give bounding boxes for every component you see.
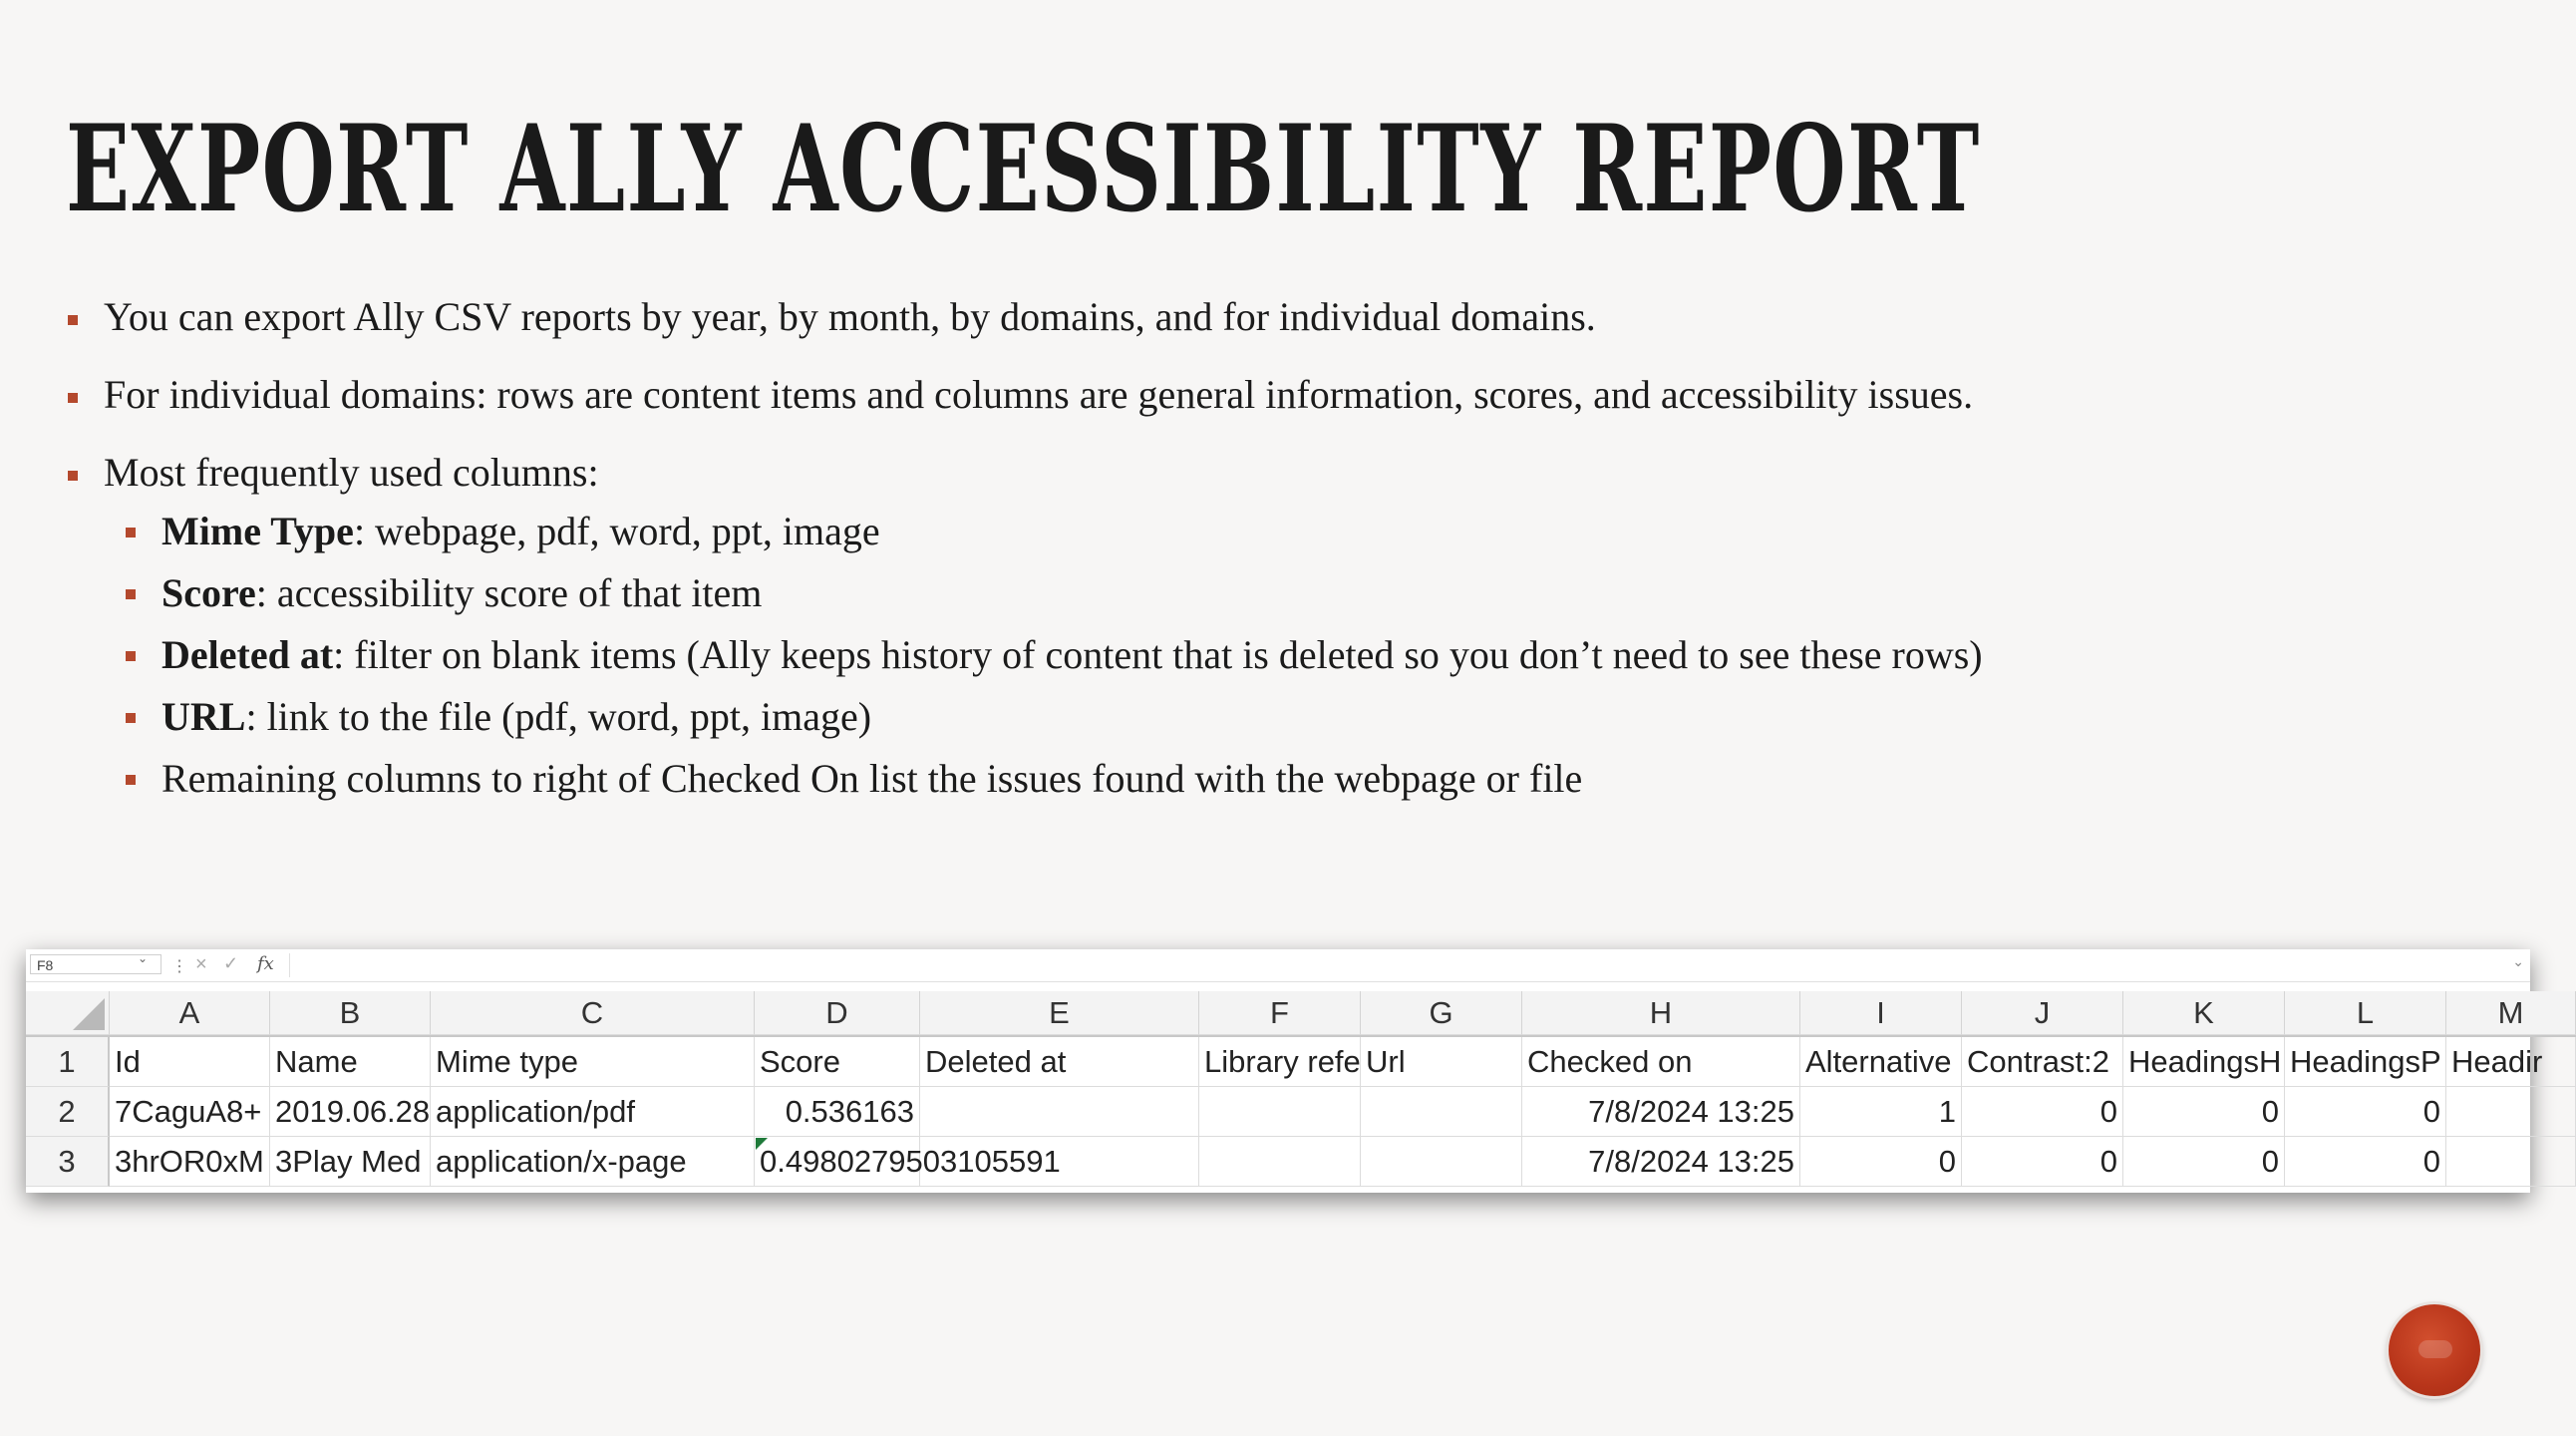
table-row: [26, 1037, 2576, 1087]
table-cell[interactable]: [755, 1137, 1061, 1187]
table-cell[interactable]: [1361, 1087, 1522, 1137]
slide-title: EXPORT ALLY ACCESSIBILITY REPORT: [66, 99, 1981, 239]
table-cell[interactable]: Checked on: [1522, 1037, 1800, 1087]
table-cell[interactable]: Deleted at: [920, 1037, 1199, 1087]
cancel-icon[interactable]: ×: [195, 953, 207, 975]
column-header[interactable]: A: [110, 991, 270, 1035]
formula-bar: [26, 949, 2530, 982]
sub-bullet-url: URL: link to the file (pdf, word, ppt, image): [124, 686, 2458, 748]
table-cell[interactable]: 7/8/2024 13:25: [1522, 1137, 1800, 1187]
column-header[interactable]: L: [2285, 991, 2446, 1035]
table-cell[interactable]: Mime type: [431, 1037, 755, 1087]
table-cell[interactable]: Headir: [2446, 1037, 2576, 1087]
table-cell[interactable]: 0: [2285, 1087, 2446, 1137]
table-cell[interactable]: HeadingsH: [2123, 1037, 2285, 1087]
sub-bullet-deleted-at: Deleted at: filter on blank items (Ally keeps history of content that is deleted so you don’t need to see these rows): [124, 624, 2458, 686]
row-header[interactable]: 1: [26, 1037, 110, 1087]
column-header[interactable]: B: [270, 991, 431, 1035]
table-cell[interactable]: Url: [1361, 1037, 1522, 1087]
table-cell[interactable]: 0: [1962, 1137, 2123, 1187]
column-header[interactable]: K: [2123, 991, 2285, 1035]
table-cell[interactable]: 3Play Med: [270, 1137, 431, 1187]
table-cell[interactable]: 7/8/2024 13:25: [1522, 1087, 1800, 1137]
table-cell[interactable]: 0: [1962, 1087, 2123, 1137]
cell-text: 0.4980279503105591: [760, 1143, 1061, 1179]
column-header[interactable]: H: [1522, 991, 1800, 1035]
more-options-icon: ⋮: [171, 958, 187, 975]
table-cell[interactable]: HeadingsP: [2285, 1037, 2446, 1087]
table-cell[interactable]: Library refe: [1199, 1037, 1361, 1087]
table-cell[interactable]: application/pdf: [431, 1087, 755, 1137]
table-cell[interactable]: 0: [2123, 1137, 2285, 1187]
column-header[interactable]: I: [1800, 991, 1962, 1035]
column-header[interactable]: G: [1361, 991, 1522, 1035]
table-cell[interactable]: Id: [110, 1037, 270, 1087]
table-cell[interactable]: Contrast:2: [1962, 1037, 2123, 1087]
table-cell[interactable]: [2446, 1137, 2576, 1187]
sub-bullet-score: Score: accessibility score of that item: [124, 562, 2458, 624]
table-cell[interactable]: [1199, 1137, 1361, 1187]
table-cell[interactable]: 7CaguA8+: [110, 1087, 270, 1137]
bullet-list: [66, 289, 2458, 810]
column-header[interactable]: M: [2446, 991, 2576, 1035]
table-cell[interactable]: 1: [1800, 1087, 1962, 1137]
name-box[interactable]: F8: [30, 954, 161, 974]
table-row: [26, 1087, 2576, 1137]
table-cell[interactable]: [920, 1087, 1199, 1137]
cell-grid: [26, 991, 2576, 1187]
bullet-export-options: You can export Ally CSV reports by year, by month, by domains, and for individual domains.: [66, 289, 2458, 345]
sub-bullet-list: [66, 501, 2458, 810]
column-header[interactable]: J: [1962, 991, 2123, 1035]
insert-function-icon[interactable]: fx: [257, 953, 274, 974]
table-cell[interactable]: [2446, 1087, 2576, 1137]
spreadsheet-screenshot: [26, 949, 2543, 1193]
column-header[interactable]: C: [431, 991, 755, 1035]
check-icon[interactable]: ✓: [223, 953, 239, 973]
formula-input[interactable]: [289, 953, 2520, 977]
table-cell[interactable]: 0.536163: [755, 1087, 920, 1137]
bullet-frequent-columns: Most frequently used columns:: [66, 445, 2458, 501]
table-cell[interactable]: Name: [270, 1037, 431, 1087]
bullet-individual-domains: For individual domains: rows are content items and columns are general information, scores, and accessibility issues.: [66, 367, 2458, 423]
sub-bullet-remaining-columns: Remaining columns to right of Checked On list the issues found with the webpage or file: [124, 748, 2458, 810]
table-cell[interactable]: 2019.06.28: [270, 1087, 431, 1137]
table-cell[interactable]: application/x-page: [431, 1137, 755, 1187]
column-header[interactable]: E: [920, 991, 1199, 1035]
table-cell[interactable]: [1361, 1137, 1522, 1187]
table-cell[interactable]: [1199, 1087, 1361, 1137]
table-cell[interactable]: 0: [2123, 1087, 2285, 1137]
expand-formula-bar-icon[interactable]: ⌄: [2512, 953, 2524, 969]
table-cell[interactable]: Alternative: [1800, 1037, 1962, 1087]
column-header-row: [26, 991, 2576, 1037]
column-header[interactable]: F: [1199, 991, 1361, 1035]
error-indicator-icon: [756, 1138, 768, 1150]
table-cell[interactable]: 0: [1800, 1137, 1962, 1187]
table-cell[interactable]: Score: [755, 1037, 920, 1087]
row-header[interactable]: 2: [26, 1087, 110, 1137]
row-header[interactable]: 3: [26, 1137, 110, 1187]
slide-nav-button[interactable]: [2389, 1304, 2480, 1396]
table-cell[interactable]: 0: [2285, 1137, 2446, 1187]
chevron-down-icon[interactable]: ⌄: [138, 951, 149, 965]
column-header[interactable]: D: [755, 991, 920, 1035]
table-cell[interactable]: 3hrOR0xM: [110, 1137, 270, 1187]
select-all-corner[interactable]: [26, 991, 110, 1035]
sub-bullet-mime-type: Mime Type: webpage, pdf, word, ppt, image: [124, 501, 2458, 562]
table-row: [26, 1137, 2576, 1187]
